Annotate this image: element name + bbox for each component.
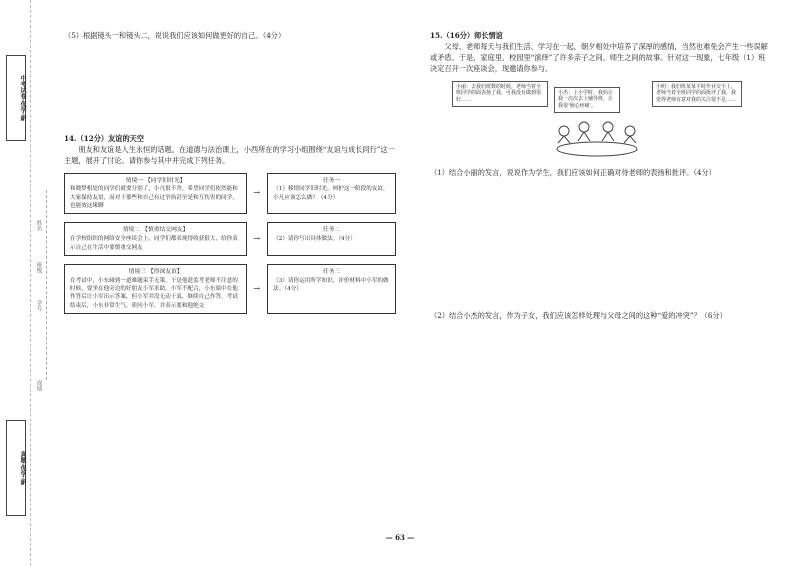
task-text: （3）请你运用所学知识，评价材料中小军的做法。（4分） bbox=[273, 277, 389, 293]
scenario-title: 情境二 【慎重结交网友】 bbox=[122, 227, 189, 234]
scenario-box-2 bbox=[64, 222, 247, 255]
speech-bubble-xiaoli: 小丽：去我们班数的时候，老师当着全班同学的面表扬了我，可我没有做到很好…… bbox=[452, 81, 548, 107]
scenario-text: 在考试中，小东碰到一道难题束手无策，于是他趁监考老师不注意的时候，要坐在他旁边的好朋友小军求助，小军不配合，小东暗中在他作答后让小军出示答案，但小军并没无动于衷，继续自己作答。考试结束后，小东非常生气，质问小军，并表示要和他绝交 bbox=[70, 277, 238, 309]
scenario-text: 在学校组织的网络安全座谈会上，同学们都表现得收获很大，给你表示自己在生活中要慎重交网友 bbox=[70, 236, 238, 251]
scenario-title: 情境三 【得深友谊】 bbox=[128, 268, 183, 275]
task-title: 任务三 bbox=[322, 268, 341, 275]
question-15-intro: 父母、老师每天与我们生活、学习在一起，朝夕相处中培养了深厚的感情，当然也难免会产生一些误解或矛盾。于是，家庭里、校园里“演绎”了许多亲子之间、师生之间的故事。针对这一现象，七年级（1）班决定召开一次座谈会，现邀请你参与。 bbox=[430, 42, 768, 74]
label-score: 成绩 bbox=[35, 380, 42, 391]
page-number: — 63 — bbox=[385, 533, 415, 543]
arrow-icon: → bbox=[253, 188, 261, 198]
question-14-title: 14.（12分）友谊的天空 bbox=[64, 134, 145, 144]
arrow-icon: → bbox=[253, 234, 261, 244]
task-text: （2）请你写出具体做法。（4分） bbox=[273, 236, 356, 243]
task-box-2 bbox=[267, 222, 396, 255]
label-name: 姓名 bbox=[35, 220, 42, 231]
label-id: 学号 bbox=[35, 300, 42, 311]
question-14-intro: 朋友和友谊是人生永恒的话题，在道德与法治课上，小西所在的学习小组围绕“友谊与成长同行”这一主题，展开了讨论。请你参与其中并完成下列任务。 bbox=[64, 145, 395, 166]
task-title: 任务二 bbox=[322, 227, 341, 234]
binding-line bbox=[46, 190, 47, 380]
left-column bbox=[64, 30, 396, 322]
scenario-text: 和晓梦相处的同学们就要分别了，小凡很不舍。希望同学们依然能和大家保持友谊，而对于那些和自己有过争执甚至是和互伤害的同学，也能放这缘聊 bbox=[70, 186, 238, 210]
task-title: 任务一 bbox=[322, 177, 341, 184]
scenario-row-3 bbox=[64, 264, 396, 314]
scenario-box-3 bbox=[64, 264, 247, 314]
students-at-table-illustration bbox=[542, 121, 652, 159]
binding-strip bbox=[0, 0, 31, 566]
scenario-title: 情境一 【同学旧时光】 bbox=[125, 177, 186, 184]
question-5: （5）根据镜头一和镜头二，说说我们应该如何做更好的自己。（4分） bbox=[64, 31, 286, 40]
question-15-1: （1）结合小丽的发言，说说作为学生，我们应该如何正确对待老师的表扬和批评。（4分） bbox=[430, 167, 716, 177]
discussion-illustration bbox=[442, 81, 742, 159]
scenario-row-1 bbox=[64, 173, 396, 215]
arrow-icon: → bbox=[253, 283, 261, 293]
question-15-2: （2）结合小杰的发言，作为子女，我们应该怎样处理与父母之间的这种“爱的冲突”？（6分） bbox=[430, 310, 727, 320]
task-text: （1）移情同学旧时光，呵护这一阶段的友谊，小凡应该怎么做？（4分） bbox=[273, 186, 389, 201]
label-class: 班级 bbox=[35, 262, 42, 273]
right-column bbox=[430, 30, 772, 321]
speech-bubble-xiaoming: 小明：我们班某某平时作业交不上，老师当着全班同学的面批评了我，我觉得老师有意对我的关注很不足…… bbox=[652, 81, 742, 107]
speech-bubble-xiaojie: 小杰：上小学时，我妈让我一次次去上辅导班，让我很‘恼心疼痛’。 bbox=[554, 87, 620, 113]
task-box-1 bbox=[267, 173, 396, 215]
scenario-row-2 bbox=[64, 222, 396, 255]
task-box-3 bbox=[267, 264, 396, 314]
question-15-title: 15.（16分）师长情谊 bbox=[430, 31, 503, 40]
series-logo-top: 中考试卷·优学·新 bbox=[6, 55, 26, 141]
series-logo-bottom: 真题·优学·新 bbox=[6, 420, 26, 516]
scenario-box-1 bbox=[64, 173, 247, 215]
